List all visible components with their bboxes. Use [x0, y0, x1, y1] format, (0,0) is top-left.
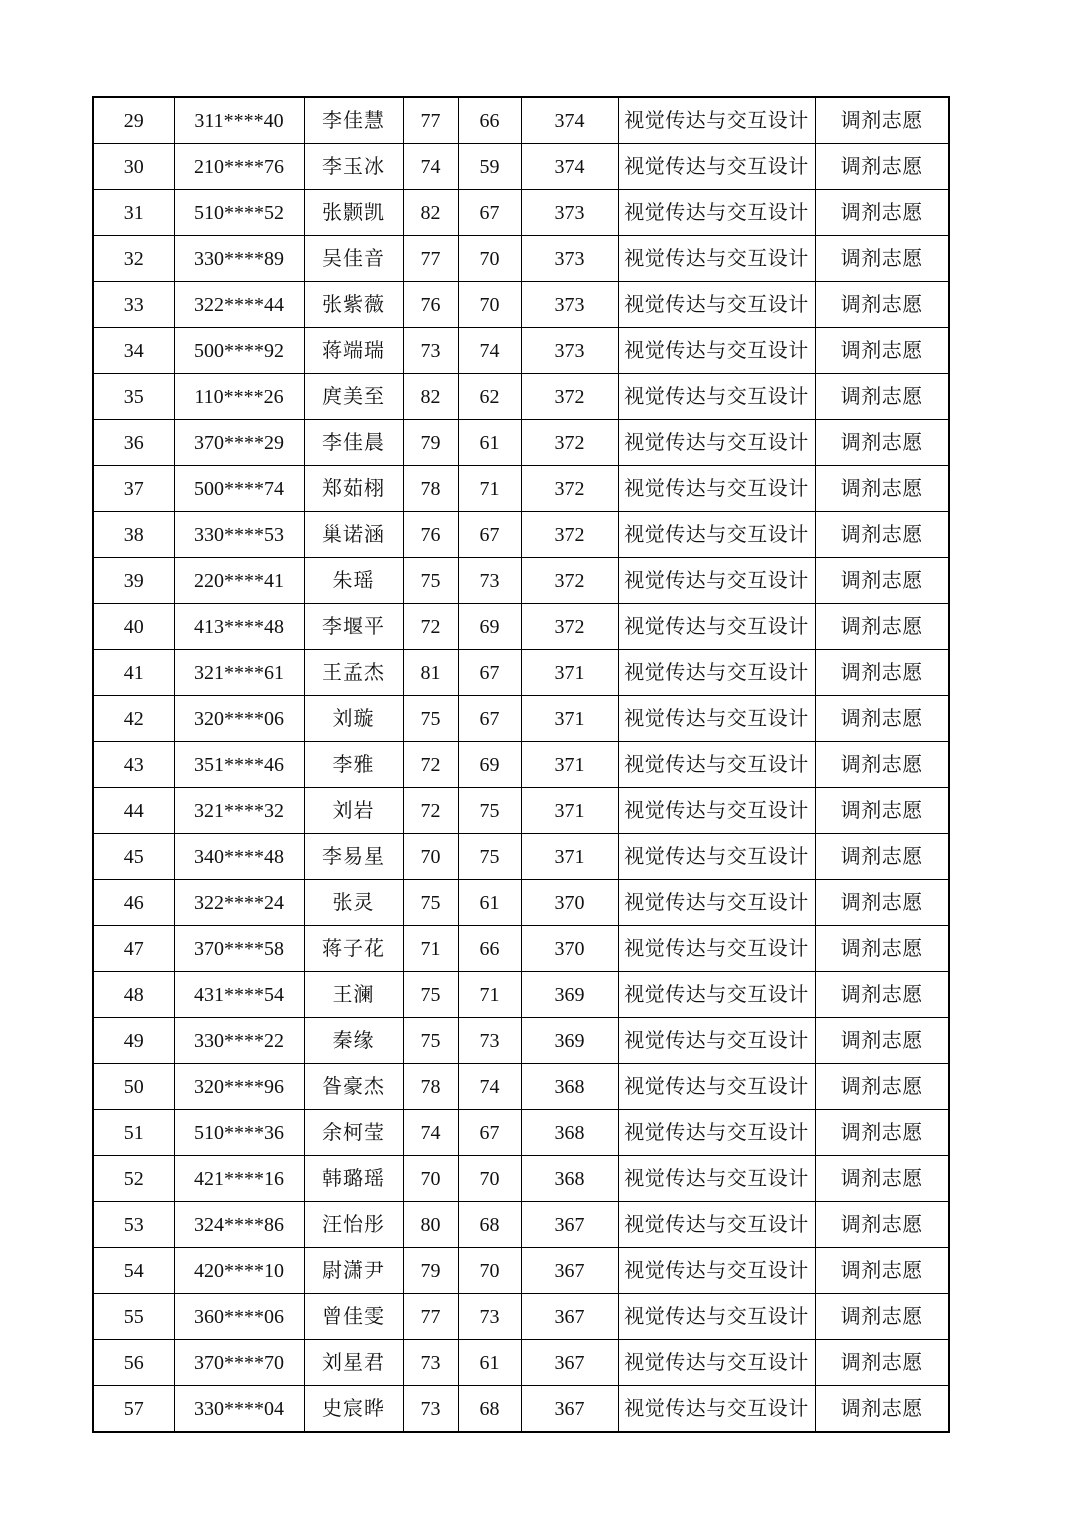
cell-candidate-name: 李佳慧	[304, 97, 403, 144]
cell-score-one: 74	[403, 1110, 458, 1156]
cell-application-type: 调剂志愿	[815, 1156, 949, 1202]
cell-sequence-number: 29	[93, 97, 174, 144]
cell-total-score: 372	[521, 466, 618, 512]
cell-score-two: 59	[458, 144, 521, 190]
cell-application-type: 调剂志愿	[815, 236, 949, 282]
cell-sequence-number: 35	[93, 374, 174, 420]
cell-score-two: 68	[458, 1202, 521, 1248]
cell-candidate-name: 刘璇	[304, 696, 403, 742]
cell-major-name: 视觉传达与交互设计	[618, 1202, 815, 1248]
table-row	[93, 282, 949, 328]
cell-score-two: 61	[458, 420, 521, 466]
cell-sequence-number: 51	[93, 1110, 174, 1156]
cell-application-type: 调剂志愿	[815, 420, 949, 466]
cell-sequence-number: 41	[93, 650, 174, 696]
cell-major-name: 视觉传达与交互设计	[618, 1064, 815, 1110]
cell-major-name: 视觉传达与交互设计	[618, 1294, 815, 1340]
cell-score-two: 70	[458, 1248, 521, 1294]
table-row	[93, 1110, 949, 1156]
cell-score-two: 61	[458, 880, 521, 926]
cell-score-one: 77	[403, 97, 458, 144]
cell-sequence-number: 53	[93, 1202, 174, 1248]
cell-application-type: 调剂志愿	[815, 190, 949, 236]
cell-candidate-name: 秦缘	[304, 1018, 403, 1064]
table-row	[93, 880, 949, 926]
cell-candidate-name: 李易星	[304, 834, 403, 880]
roster-table-container	[92, 96, 948, 1433]
cell-total-score: 372	[521, 558, 618, 604]
cell-candidate-id: 370****58	[174, 926, 304, 972]
cell-application-type: 调剂志愿	[815, 1202, 949, 1248]
cell-total-score: 373	[521, 236, 618, 282]
cell-major-name: 视觉传达与交互设计	[618, 466, 815, 512]
cell-score-two: 71	[458, 466, 521, 512]
cell-score-two: 62	[458, 374, 521, 420]
cell-application-type: 调剂志愿	[815, 788, 949, 834]
cell-candidate-name: 余柯莹	[304, 1110, 403, 1156]
cell-sequence-number: 40	[93, 604, 174, 650]
cell-candidate-id: 351****46	[174, 742, 304, 788]
cell-score-two: 67	[458, 1110, 521, 1156]
cell-total-score: 371	[521, 650, 618, 696]
cell-application-type: 调剂志愿	[815, 1294, 949, 1340]
cell-sequence-number: 39	[93, 558, 174, 604]
cell-candidate-name: 吴佳音	[304, 236, 403, 282]
cell-score-one: 75	[403, 972, 458, 1018]
cell-candidate-id: 330****89	[174, 236, 304, 282]
cell-major-name: 视觉传达与交互设计	[618, 328, 815, 374]
cell-sequence-number: 54	[93, 1248, 174, 1294]
cell-candidate-name: 李玉冰	[304, 144, 403, 190]
cell-total-score: 372	[521, 604, 618, 650]
table-row	[93, 1156, 949, 1202]
cell-sequence-number: 55	[93, 1294, 174, 1340]
cell-sequence-number: 30	[93, 144, 174, 190]
cell-total-score: 369	[521, 972, 618, 1018]
cell-score-one: 78	[403, 1064, 458, 1110]
cell-candidate-id: 510****36	[174, 1110, 304, 1156]
cell-candidate-name: 史宸晔	[304, 1386, 403, 1433]
cell-total-score: 372	[521, 374, 618, 420]
table-row	[93, 420, 949, 466]
cell-candidate-id: 324****86	[174, 1202, 304, 1248]
cell-candidate-name: 朱瑶	[304, 558, 403, 604]
cell-major-name: 视觉传达与交互设计	[618, 880, 815, 926]
cell-major-name: 视觉传达与交互设计	[618, 282, 815, 328]
cell-score-two: 67	[458, 696, 521, 742]
cell-score-two: 70	[458, 1156, 521, 1202]
cell-sequence-number: 43	[93, 742, 174, 788]
cell-score-two: 73	[458, 1294, 521, 1340]
cell-major-name: 视觉传达与交互设计	[618, 972, 815, 1018]
cell-candidate-name: 李雅	[304, 742, 403, 788]
cell-total-score: 370	[521, 926, 618, 972]
table-row	[93, 742, 949, 788]
cell-score-one: 75	[403, 1018, 458, 1064]
cell-application-type: 调剂志愿	[815, 880, 949, 926]
cell-major-name: 视觉传达与交互设计	[618, 374, 815, 420]
cell-score-one: 80	[403, 1202, 458, 1248]
cell-candidate-name: 张紫薇	[304, 282, 403, 328]
cell-total-score: 372	[521, 512, 618, 558]
table-row	[93, 650, 949, 696]
cell-candidate-id: 340****48	[174, 834, 304, 880]
cell-major-name: 视觉传达与交互设计	[618, 144, 815, 190]
cell-candidate-name: 尉潇尹	[304, 1248, 403, 1294]
cell-score-one: 75	[403, 696, 458, 742]
cell-total-score: 370	[521, 880, 618, 926]
cell-sequence-number: 47	[93, 926, 174, 972]
cell-total-score: 371	[521, 834, 618, 880]
cell-application-type: 调剂志愿	[815, 926, 949, 972]
cell-candidate-name: 巢诺涵	[304, 512, 403, 558]
cell-application-type: 调剂志愿	[815, 834, 949, 880]
cell-total-score: 374	[521, 144, 618, 190]
cell-major-name: 视觉传达与交互设计	[618, 834, 815, 880]
cell-score-one: 77	[403, 1294, 458, 1340]
cell-candidate-id: 321****61	[174, 650, 304, 696]
cell-sequence-number: 52	[93, 1156, 174, 1202]
table-row	[93, 190, 949, 236]
cell-sequence-number: 50	[93, 1064, 174, 1110]
cell-candidate-id: 210****76	[174, 144, 304, 190]
cell-score-two: 74	[458, 1064, 521, 1110]
cell-total-score: 368	[521, 1064, 618, 1110]
cell-score-one: 73	[403, 328, 458, 374]
cell-major-name: 视觉传达与交互设计	[618, 236, 815, 282]
cell-candidate-id: 421****16	[174, 1156, 304, 1202]
cell-candidate-id: 360****06	[174, 1294, 304, 1340]
cell-application-type: 调剂志愿	[815, 374, 949, 420]
cell-score-one: 82	[403, 374, 458, 420]
cell-score-two: 70	[458, 282, 521, 328]
table-row	[93, 1064, 949, 1110]
cell-sequence-number: 42	[93, 696, 174, 742]
cell-score-one: 72	[403, 788, 458, 834]
cell-application-type: 调剂志愿	[815, 558, 949, 604]
cell-application-type: 调剂志愿	[815, 972, 949, 1018]
cell-score-two: 66	[458, 926, 521, 972]
cell-score-one: 77	[403, 236, 458, 282]
cell-candidate-id: 110****26	[174, 374, 304, 420]
cell-sequence-number: 56	[93, 1340, 174, 1386]
cell-candidate-name: 王澜	[304, 972, 403, 1018]
cell-score-two: 71	[458, 972, 521, 1018]
cell-application-type: 调剂志愿	[815, 512, 949, 558]
cell-candidate-name: 蒋子花	[304, 926, 403, 972]
table-row	[93, 696, 949, 742]
cell-application-type: 调剂志愿	[815, 328, 949, 374]
cell-major-name: 视觉传达与交互设计	[618, 1156, 815, 1202]
cell-candidate-name: 张颢凯	[304, 190, 403, 236]
cell-major-name: 视觉传达与交互设计	[618, 604, 815, 650]
cell-major-name: 视觉传达与交互设计	[618, 558, 815, 604]
cell-score-one: 76	[403, 512, 458, 558]
cell-score-one: 70	[403, 1156, 458, 1202]
cell-application-type: 调剂志愿	[815, 696, 949, 742]
cell-major-name: 视觉传达与交互设计	[618, 926, 815, 972]
cell-score-two: 66	[458, 97, 521, 144]
table-row	[93, 1386, 949, 1433]
cell-application-type: 调剂志愿	[815, 97, 949, 144]
table-row	[93, 972, 949, 1018]
cell-sequence-number: 49	[93, 1018, 174, 1064]
cell-major-name: 视觉传达与交互设计	[618, 742, 815, 788]
cell-sequence-number: 32	[93, 236, 174, 282]
cell-total-score: 371	[521, 696, 618, 742]
cell-score-two: 75	[458, 788, 521, 834]
cell-application-type: 调剂志愿	[815, 650, 949, 696]
cell-major-name: 视觉传达与交互设计	[618, 97, 815, 144]
cell-total-score: 374	[521, 97, 618, 144]
cell-sequence-number: 44	[93, 788, 174, 834]
cell-candidate-id: 370****29	[174, 420, 304, 466]
cell-total-score: 373	[521, 190, 618, 236]
cell-total-score: 369	[521, 1018, 618, 1064]
cell-application-type: 调剂志愿	[815, 604, 949, 650]
cell-score-two: 75	[458, 834, 521, 880]
cell-major-name: 视觉传达与交互设计	[618, 512, 815, 558]
cell-candidate-id: 330****04	[174, 1386, 304, 1433]
cell-candidate-name: 昝豪杰	[304, 1064, 403, 1110]
cell-score-two: 73	[458, 558, 521, 604]
cell-major-name: 视觉传达与交互设计	[618, 1386, 815, 1433]
cell-score-one: 76	[403, 282, 458, 328]
cell-application-type: 调剂志愿	[815, 1064, 949, 1110]
cell-candidate-id: 320****96	[174, 1064, 304, 1110]
table-row	[93, 834, 949, 880]
cell-application-type: 调剂志愿	[815, 144, 949, 190]
cell-sequence-number: 38	[93, 512, 174, 558]
cell-score-two: 67	[458, 190, 521, 236]
cell-total-score: 367	[521, 1294, 618, 1340]
cell-score-two: 69	[458, 604, 521, 650]
cell-score-one: 72	[403, 604, 458, 650]
cell-score-two: 68	[458, 1386, 521, 1433]
cell-candidate-id: 510****52	[174, 190, 304, 236]
table-row	[93, 97, 949, 144]
cell-candidate-id: 370****70	[174, 1340, 304, 1386]
table-row	[93, 558, 949, 604]
table-row	[93, 926, 949, 972]
roster-table-body	[93, 97, 949, 1432]
cell-candidate-name: 郑茹栩	[304, 466, 403, 512]
cell-candidate-name: 庹美至	[304, 374, 403, 420]
cell-score-one: 73	[403, 1386, 458, 1433]
cell-application-type: 调剂志愿	[815, 1340, 949, 1386]
cell-score-two: 61	[458, 1340, 521, 1386]
cell-candidate-name: 刘星君	[304, 1340, 403, 1386]
cell-score-one: 72	[403, 742, 458, 788]
cell-major-name: 视觉传达与交互设计	[618, 190, 815, 236]
cell-major-name: 视觉传达与交互设计	[618, 1110, 815, 1156]
cell-score-one: 71	[403, 926, 458, 972]
cell-candidate-id: 321****32	[174, 788, 304, 834]
cell-candidate-id: 431****54	[174, 972, 304, 1018]
table-row	[93, 466, 949, 512]
cell-candidate-id: 500****74	[174, 466, 304, 512]
cell-score-one: 78	[403, 466, 458, 512]
cell-application-type: 调剂志愿	[815, 282, 949, 328]
cell-total-score: 373	[521, 282, 618, 328]
cell-application-type: 调剂志愿	[815, 1248, 949, 1294]
table-row	[93, 1018, 949, 1064]
cell-major-name: 视觉传达与交互设计	[618, 1018, 815, 1064]
cell-candidate-name: 李佳晨	[304, 420, 403, 466]
cell-major-name: 视觉传达与交互设计	[618, 696, 815, 742]
cell-score-one: 75	[403, 880, 458, 926]
cell-major-name: 视觉传达与交互设计	[618, 1340, 815, 1386]
table-row	[93, 1202, 949, 1248]
cell-score-one: 81	[403, 650, 458, 696]
cell-candidate-id: 311****40	[174, 97, 304, 144]
cell-candidate-id: 330****22	[174, 1018, 304, 1064]
table-row	[93, 788, 949, 834]
cell-score-two: 74	[458, 328, 521, 374]
cell-sequence-number: 36	[93, 420, 174, 466]
cell-candidate-name: 王孟杰	[304, 650, 403, 696]
cell-candidate-id: 320****06	[174, 696, 304, 742]
cell-sequence-number: 57	[93, 1386, 174, 1433]
table-row	[93, 604, 949, 650]
cell-score-one: 74	[403, 144, 458, 190]
roster-table	[92, 96, 950, 1433]
cell-score-two: 69	[458, 742, 521, 788]
cell-total-score: 372	[521, 420, 618, 466]
table-row	[93, 512, 949, 558]
cell-total-score: 371	[521, 742, 618, 788]
cell-application-type: 调剂志愿	[815, 1110, 949, 1156]
cell-sequence-number: 34	[93, 328, 174, 374]
cell-sequence-number: 45	[93, 834, 174, 880]
cell-total-score: 368	[521, 1110, 618, 1156]
cell-candidate-name: 李堰平	[304, 604, 403, 650]
cell-candidate-id: 420****10	[174, 1248, 304, 1294]
cell-candidate-id: 500****92	[174, 328, 304, 374]
table-row	[93, 236, 949, 282]
cell-sequence-number: 46	[93, 880, 174, 926]
table-row	[93, 1294, 949, 1340]
cell-application-type: 调剂志愿	[815, 466, 949, 512]
cell-score-two: 67	[458, 512, 521, 558]
cell-total-score: 367	[521, 1386, 618, 1433]
table-row	[93, 374, 949, 420]
cell-score-two: 67	[458, 650, 521, 696]
cell-candidate-name: 刘岩	[304, 788, 403, 834]
cell-score-two: 73	[458, 1018, 521, 1064]
table-row	[93, 1340, 949, 1386]
cell-total-score: 371	[521, 788, 618, 834]
cell-candidate-id: 413****48	[174, 604, 304, 650]
cell-candidate-id: 330****53	[174, 512, 304, 558]
cell-sequence-number: 48	[93, 972, 174, 1018]
cell-candidate-name: 蒋端瑞	[304, 328, 403, 374]
cell-candidate-name: 汪怡彤	[304, 1202, 403, 1248]
cell-application-type: 调剂志愿	[815, 1018, 949, 1064]
cell-score-one: 70	[403, 834, 458, 880]
cell-candidate-id: 322****44	[174, 282, 304, 328]
cell-total-score: 367	[521, 1248, 618, 1294]
cell-candidate-name: 曾佳雯	[304, 1294, 403, 1340]
cell-score-two: 70	[458, 236, 521, 282]
cell-application-type: 调剂志愿	[815, 1386, 949, 1433]
cell-sequence-number: 31	[93, 190, 174, 236]
cell-score-one: 82	[403, 190, 458, 236]
cell-major-name: 视觉传达与交互设计	[618, 788, 815, 834]
table-row	[93, 328, 949, 374]
cell-candidate-name: 韩璐瑶	[304, 1156, 403, 1202]
cell-application-type: 调剂志愿	[815, 742, 949, 788]
cell-total-score: 367	[521, 1340, 618, 1386]
cell-major-name: 视觉传达与交互设计	[618, 650, 815, 696]
cell-total-score: 373	[521, 328, 618, 374]
cell-candidate-id: 322****24	[174, 880, 304, 926]
cell-candidate-name: 张灵	[304, 880, 403, 926]
cell-score-one: 73	[403, 1340, 458, 1386]
cell-candidate-id: 220****41	[174, 558, 304, 604]
table-row	[93, 144, 949, 190]
cell-sequence-number: 37	[93, 466, 174, 512]
cell-score-one: 79	[403, 420, 458, 466]
table-row	[93, 1248, 949, 1294]
cell-score-one: 79	[403, 1248, 458, 1294]
cell-sequence-number: 33	[93, 282, 174, 328]
cell-total-score: 367	[521, 1202, 618, 1248]
cell-major-name: 视觉传达与交互设计	[618, 1248, 815, 1294]
cell-major-name: 视觉传达与交互设计	[618, 420, 815, 466]
cell-total-score: 368	[521, 1156, 618, 1202]
cell-score-one: 75	[403, 558, 458, 604]
